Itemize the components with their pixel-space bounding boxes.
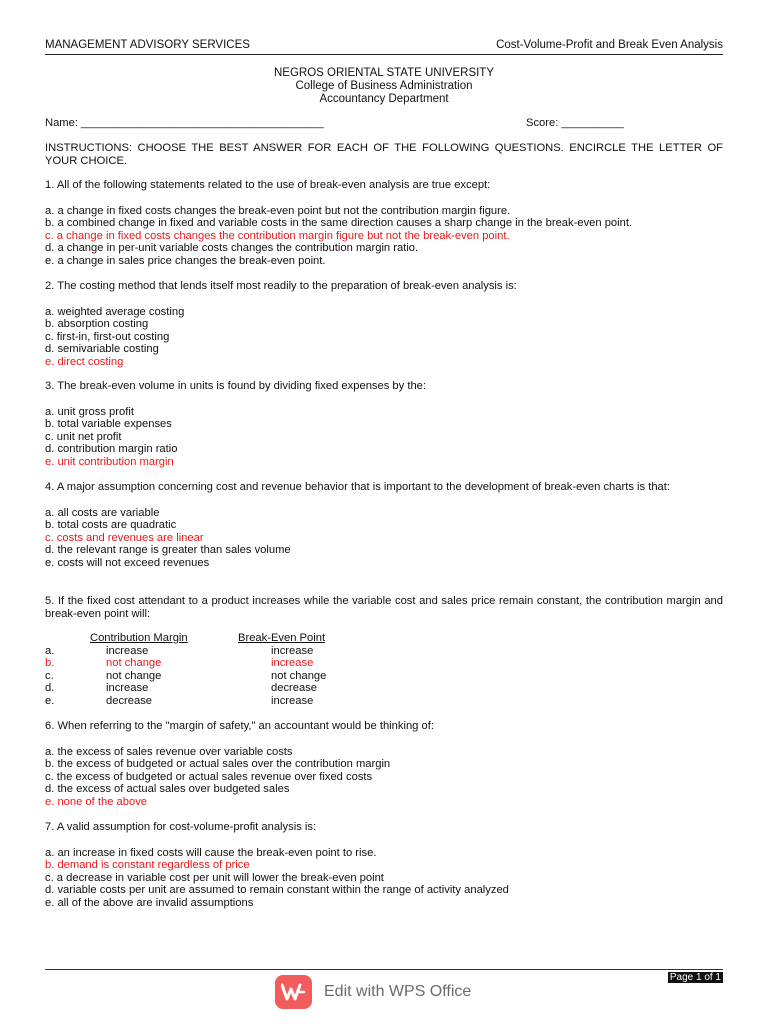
option-b[interactable]: b. total variable expenses [45,418,172,431]
option-c[interactable]: c. a decrease in variable cost per unit will lower the break-even point [45,871,384,884]
question-3 [45,380,723,469]
option-c[interactable]: c. unit net profit [45,430,122,443]
bep-value: increase [271,644,314,657]
student-info-row [45,117,723,131]
question-4 [45,481,723,570]
option-e-correct[interactable]: e. unit contribution margin [45,455,174,468]
question-6 [45,720,723,809]
option-a[interactable]: a. the excess of sales revenue over variable costs [45,745,293,758]
question-2 [45,280,723,369]
option-d[interactable]: d. variable costs per unit are assumed to remain constant within the range of activity analyzed [45,884,509,897]
university-name: NEGROS ORIENTAL STATE UNIVERSITY [273,67,495,79]
option-letter: d. [45,682,55,695]
table-header-row [45,632,723,645]
option-b[interactable]: b. a combined change in fixed and variable costs in the same direction causes a sharp change in the break-even point. [45,217,633,230]
header-contribution-margin: Contribution Margin [90,632,188,644]
edit-with-wps-button[interactable] [275,975,515,1009]
option-c[interactable]: c. the excess of budgeted or actual sales revenue over fixed costs [45,770,373,783]
question-7 [45,821,723,910]
question-stem: 6. When referring to the "margin of safety," an accountant would be thinking of: [45,720,434,732]
option-b-correct[interactable]: b. demand is constant regardless of price [45,859,250,872]
option-b[interactable]: b. total costs are quadratic [45,519,177,532]
bep-value: increase [271,657,314,670]
option-b[interactable]: b. absorption costing [45,318,149,331]
answer-options [45,306,723,369]
question-stem: 3. The break-even volume in units is found by dividing fixed expenses by the: [45,380,427,392]
option-e[interactable]: e. a change in sales price changes the break-even point. [45,254,326,267]
option-d[interactable]: d. contribution margin ratio [45,443,178,456]
wps-logo-icon [275,975,312,1009]
question-5-table [45,632,723,708]
option-c[interactable]: c. first-in, first-out costing [45,330,170,343]
running-header [45,39,723,53]
option-letter: a. [45,644,55,657]
option-a[interactable]: a. a change in fixed costs changes the break-even point but not the contribution margin figure. [45,204,511,217]
question-stem: 7. A valid assumption for cost-volume-profit analysis is: [45,821,317,833]
answer-options [45,507,723,570]
institution-block [45,67,723,106]
cm-value: increase [106,644,149,657]
wps-label: Edit with WPS Office [324,983,472,1000]
answer-options [45,746,723,809]
option-d[interactable]: d. a change in per-unit variable costs changes the contribution margin ratio. [45,242,419,255]
option-b-correct[interactable] [45,657,723,670]
option-a[interactable]: a. all costs are variable [45,506,160,519]
name-field[interactable]: Name: _______________________________________ [45,117,324,129]
bep-value: increase [271,694,314,707]
option-a[interactable]: a. weighted average costing [45,305,185,318]
option-e[interactable] [45,695,723,708]
header-divider [45,54,723,55]
question-stem: 5. If the fixed cost attendant to a product increases while the variable cost and sales price remain constant, the contribution margin and break-even point will: [45,595,723,620]
footer-divider [45,969,723,970]
option-a[interactable]: a. an increase in fixed costs will cause the break-even point to rise. [45,846,377,859]
option-d[interactable]: d. the excess of actual sales over budgeted sales [45,783,290,796]
option-d[interactable]: d. the relevant range is greater than sales volume [45,544,291,557]
option-d[interactable] [45,682,723,695]
question-1 [45,179,723,268]
question-stem: 2. The costing method that lends itself most readily to the preparation of break-even analysis is: [45,280,517,292]
bep-value: decrease [271,682,318,695]
option-c-correct[interactable]: c. a change in fixed costs changes the contribution margin figure but not the break-even point. [45,229,510,242]
option-c[interactable] [45,670,723,683]
option-a[interactable] [45,645,723,658]
option-e[interactable]: e. all of the above are invalid assumptions [45,896,254,909]
department-name: Accountancy Department [319,93,449,105]
option-letter: b. [45,657,55,670]
cm-value: not change [106,669,162,682]
page-number: Page 1 of 1 [669,972,721,983]
option-e-correct[interactable]: e. none of the above [45,795,148,808]
option-c-correct[interactable]: c. costs and revenues are linear [45,531,204,544]
header-course: MANAGEMENT ADVISORY SERVICES [45,39,250,51]
option-d[interactable]: d. semivariable costing [45,343,159,356]
question-stem: 4. A major assumption concerning cost and revenue behavior that is important to the development of break-even charts is that: [45,481,670,493]
option-e-correct[interactable]: e. direct costing [45,355,124,368]
header-break-even-point: Break-Even Point [238,632,326,644]
bep-value: not change [271,669,327,682]
college-name: College of Business Administration [295,80,473,92]
option-e[interactable]: e. costs will not exceed revenues [45,556,210,569]
header-topic: Cost-Volume-Profit and Break Even Analysis [496,39,723,51]
question-stem: 1. All of the following statements related to the use of break-even analysis are true except: [45,179,491,191]
instructions: INSTRUCTIONS: CHOOSE THE BEST ANSWER FOR EACH OF THE FOLLOWING QUESTIONS. ENCIRCLE THE LETTER OF YOUR CHOICE. [45,142,723,167]
document-page [45,0,723,1024]
cm-value: decrease [106,694,153,707]
cm-value: increase [106,682,149,695]
answer-options [45,205,723,268]
question-5 [45,595,723,620]
option-b[interactable]: b. the excess of budgeted or actual sales over the contribution margin [45,758,391,771]
score-field[interactable]: Score: __________ [526,117,624,129]
option-letter: c. [45,669,54,682]
answer-options [45,847,723,910]
option-a[interactable]: a. unit gross profit [45,405,134,418]
cm-value: not change [106,657,162,670]
answer-options [45,406,723,469]
option-letter: e. [45,694,55,707]
